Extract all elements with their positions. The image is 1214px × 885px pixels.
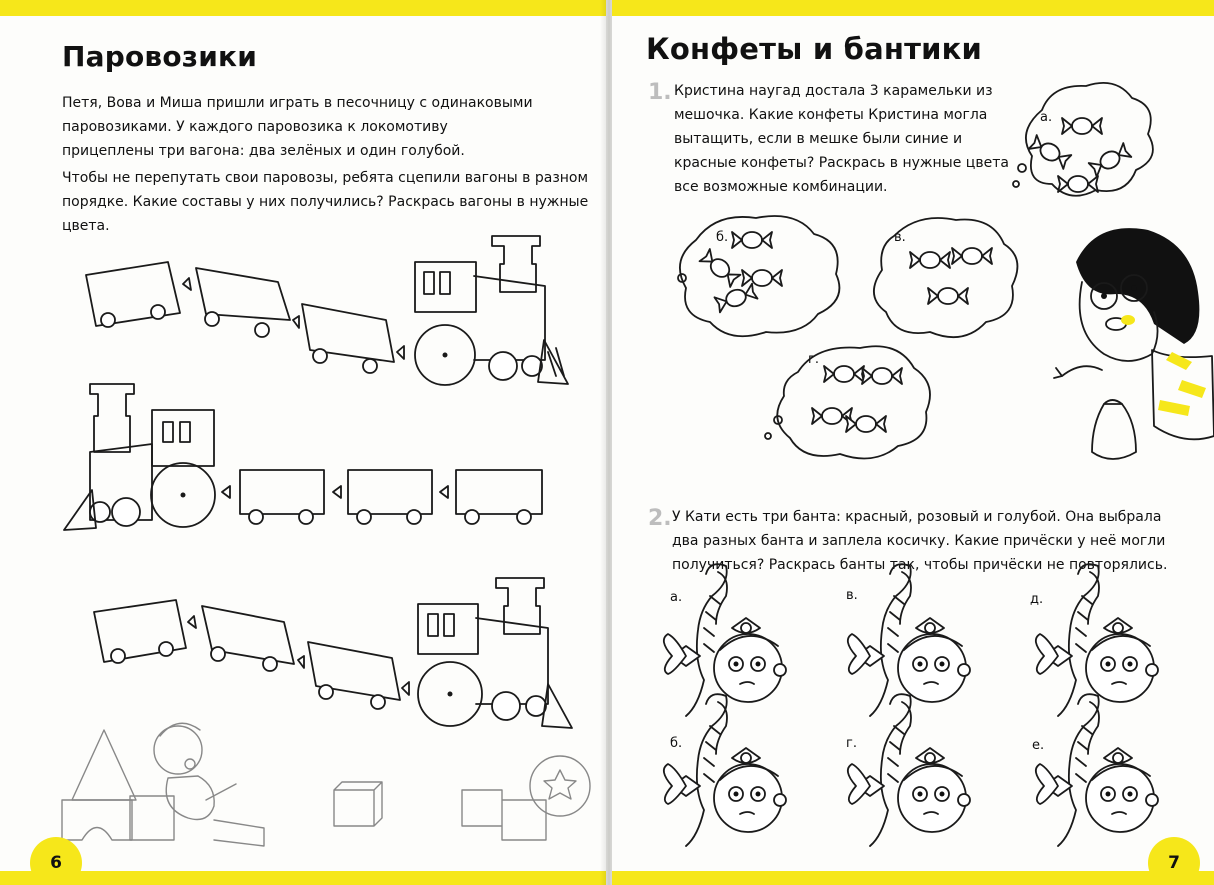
instruction-paragraph: Чтобы не перепутать свои паровозы, ребята сцепили вагоны в разном порядке. Какие составы у них получились? Раскрась вагоны в нужные цвета. (62, 170, 589, 234)
bottom-band-right (612, 871, 1214, 885)
candy-label-a: а. (1040, 110, 1053, 125)
braid-label-v: в. (846, 588, 858, 603)
braid-label-d: д. (1030, 592, 1044, 607)
bottom-band (0, 871, 606, 885)
braid-label-a: а. (670, 590, 683, 605)
braid-label-g: г. (846, 736, 857, 751)
braid-label-e: е. (1032, 738, 1045, 753)
right-page (612, 0, 1214, 885)
task-1-text: Кристина наугад достала 3 карамельки из мешочка. Какие конфеты Кристина могла вытащить, если в мешке были синие и красные конфеты? Раскрась в нужные цвета все возможные комбинации. (674, 83, 1009, 195)
toy-arch (62, 800, 132, 840)
toy-cone (72, 730, 136, 800)
braid-heads (612, 0, 1214, 885)
task-2-number: 2. (648, 506, 672, 531)
toy-cube-1 (334, 782, 382, 826)
toy-cube-2 (462, 790, 546, 840)
left-page (0, 0, 606, 885)
left-page-title: Паровозики (62, 40, 258, 73)
toy-ball (530, 756, 590, 816)
intro-paragraph: Петя, Вова и Миша пришли играть в песочницу с одинаковыми паровозиками. У каждого паровозика к локомотиву прицеплены три вагона: два зелёных и один голубой. (62, 95, 533, 159)
toy-block-big (130, 796, 174, 840)
braid-label-b: б. (670, 736, 683, 751)
task-2-text: У Кати есть три банта: красный, розовый и голубой. Она выбрала два разных банта и заплела косичку. Какие причёски у неё могли получиться? Раскрась банты так, чтобы причёски не повторялись. (672, 509, 1168, 573)
candy-label-g: г. (808, 352, 819, 367)
sandbox-scene (0, 0, 606, 885)
page-number-right: 7 (1148, 837, 1200, 885)
candy-label-b: б. (716, 230, 729, 245)
page-number-left: 6 (30, 837, 82, 885)
right-page-title: Конфеты и бантики (646, 32, 983, 66)
candy-label-c: в. (894, 230, 906, 245)
task-1-number: 1. (648, 80, 672, 105)
